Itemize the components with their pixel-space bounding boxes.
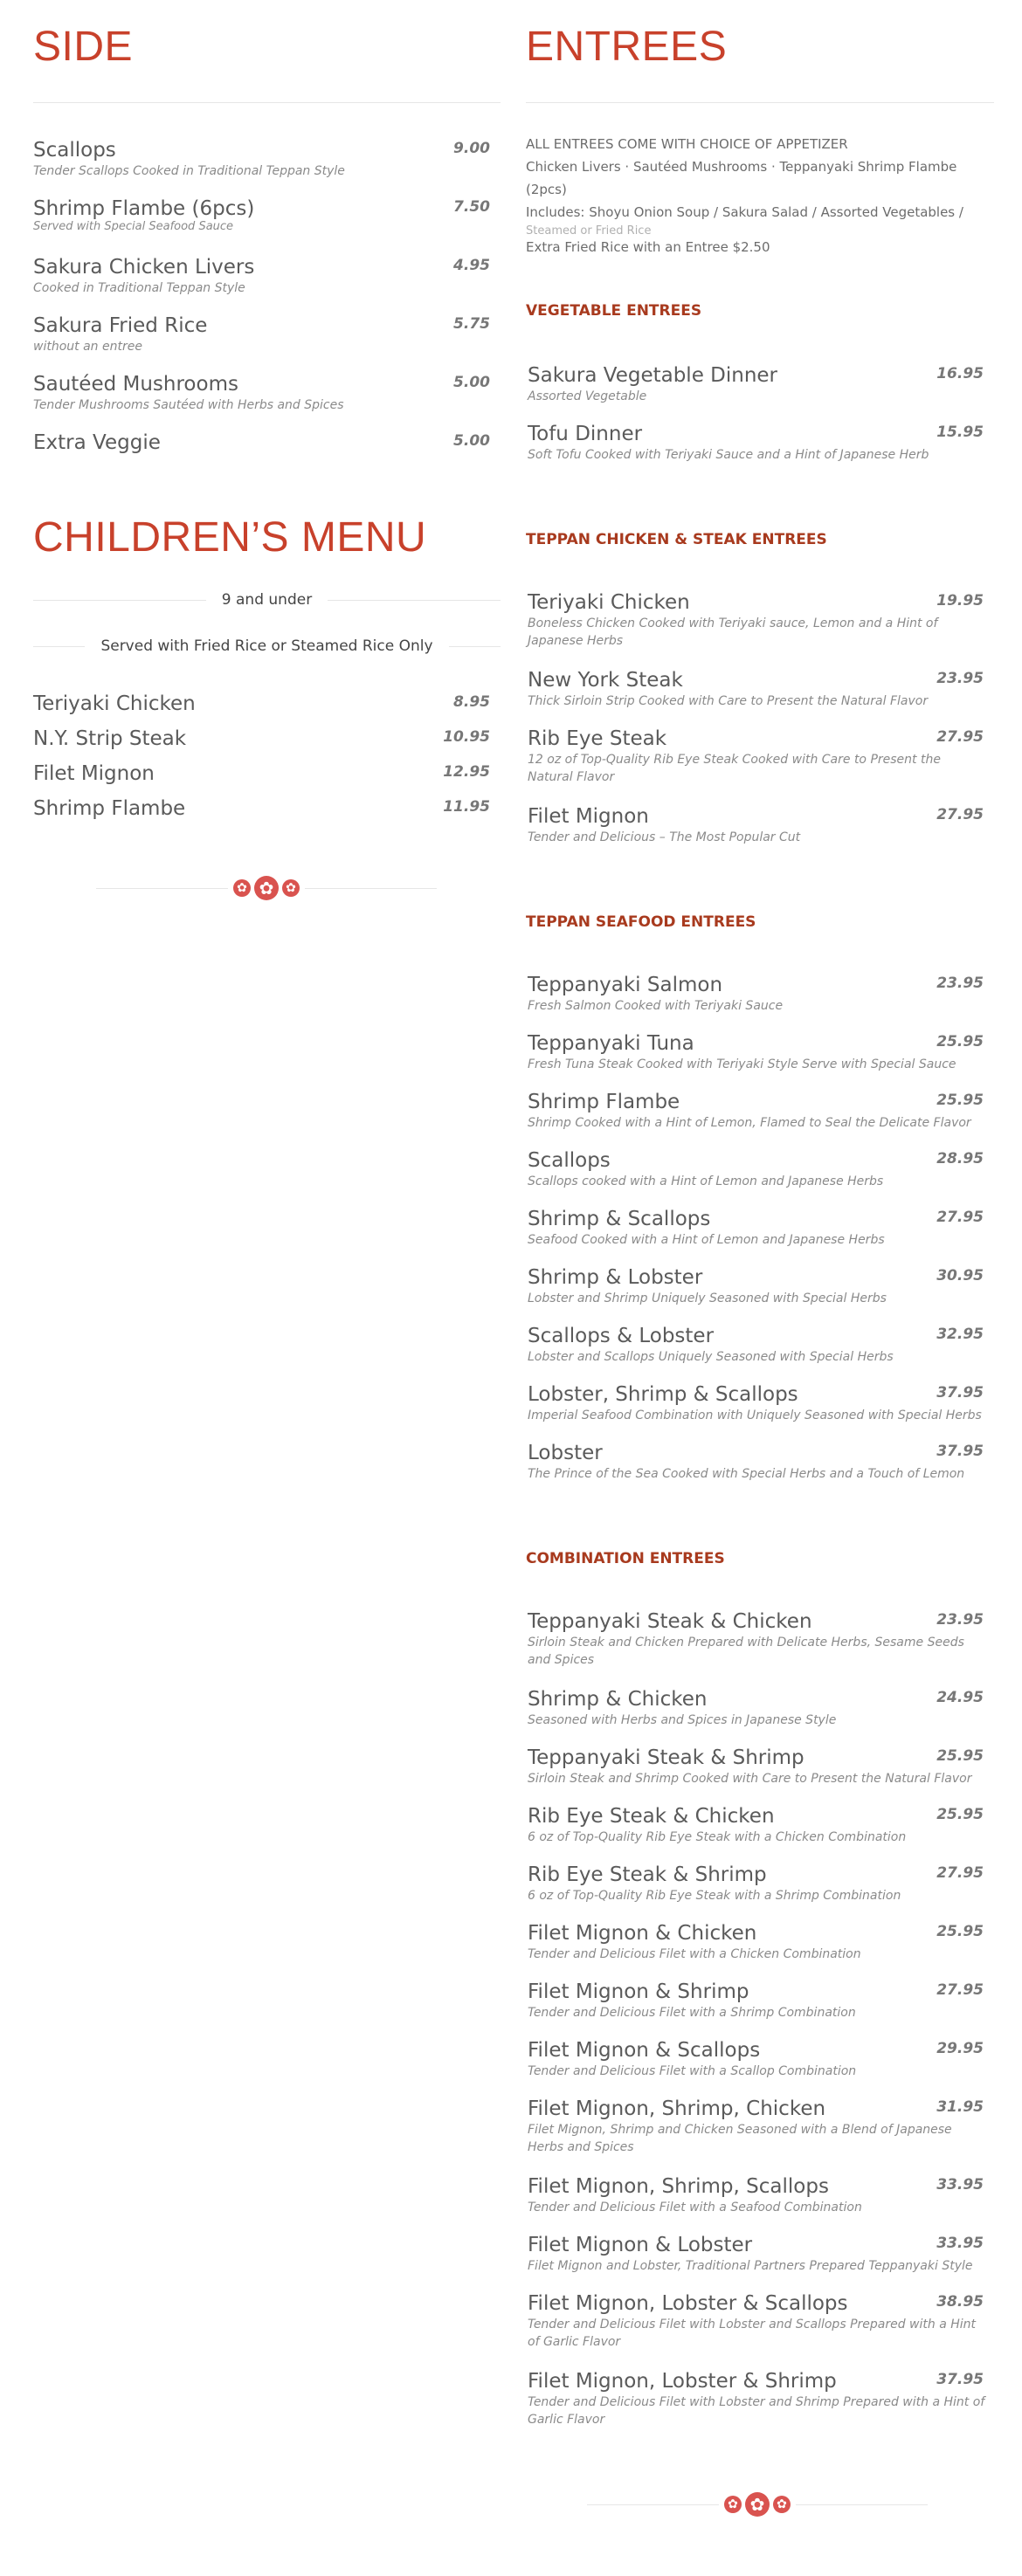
- menu-item-name: Filet Mignon, Lobster & Shrimp: [528, 2370, 837, 2393]
- ornament-divider: [587, 2491, 928, 2517]
- menu-item-price: 23.95: [936, 1611, 984, 1629]
- menu-item: [528, 1687, 994, 1729]
- menu-item-desc: Lobster and Scallops Uniquely Seasoned with Special Herbs: [528, 1350, 894, 1364]
- menu-item-name: Shrimp Flambe (6pcs): [33, 197, 255, 220]
- menu-item-desc: Fresh Salmon Cooked with Teriyaki Sauce: [528, 999, 784, 1013]
- menu-item-desc: Shrimp Cooked with a Hint of Lemon, Flamed to Seal the Delicate Flavor: [528, 1116, 971, 1130]
- menu-item: [528, 1207, 994, 1249]
- menu-item-desc: The Prince of the Sea Cooked with Special Herbs and a Touch of Lemon: [528, 1467, 965, 1481]
- menu-item-desc: Served with Special Seafood Sauce: [33, 221, 234, 231]
- intro-line: Extra Fried Rice with an Entree $2.50: [526, 239, 770, 255]
- menu-item: [528, 2174, 994, 2216]
- menu-item-price: 25.95: [936, 1806, 984, 1823]
- menu-item-desc: Tender and Delicious Filet with Lobster and Scallops Prepared with a Hint of Garlic Flavor: [528, 2318, 977, 2349]
- side-title-rule: [33, 102, 501, 103]
- menu-item-price: 30.95: [936, 1267, 984, 1285]
- menu-item-desc: Scallops cooked with a Hint of Lemon and Japanese Herbs: [528, 1174, 884, 1188]
- menu-item: [528, 1921, 994, 1963]
- side-title: SIDE: [33, 24, 134, 70]
- menu-item-name: Shrimp & Lobster: [528, 1266, 703, 1289]
- menu-item: [528, 422, 994, 464]
- menu-item-name: Scallops: [33, 139, 116, 162]
- menu-item-price: 33.95: [936, 2176, 984, 2194]
- menu-item-desc: Tender Mushrooms Sautéed with Herbs and Spices: [33, 398, 344, 412]
- menu-item-name: Rib Eye Steak & Shrimp: [528, 1863, 767, 1886]
- menu-item-name: New York Steak: [528, 669, 683, 692]
- menu-item-price: 37.95: [936, 1443, 984, 1460]
- menu-item-price: 29.95: [936, 2040, 984, 2057]
- menu-item-name: Teppanyaki Steak & Shrimp: [528, 1746, 804, 1769]
- menu-item: [33, 313, 501, 355]
- children-age-note: [33, 587, 501, 613]
- menu-item-desc: Filet Mignon, Shrimp and Chicken Seasoned with a Blend of Japanese Herbs and Spices: [528, 2123, 952, 2154]
- menu-item-desc: 6 oz of Top-Quality Rib Eye Steak with a Shrimp Combination: [528, 1889, 901, 1903]
- menu-item-desc: Tender and Delicious Filet with a Seafood Combination: [528, 2201, 862, 2214]
- menu-item: [33, 761, 501, 786]
- menu-item: [528, 2369, 994, 2428]
- intro-line: (2pcs): [526, 182, 567, 197]
- menu-item: [528, 363, 994, 405]
- menu-item-desc: 12 oz of Top-Quality Rib Eye Steak Cooked with Care to Present the Natural Flavor: [528, 753, 941, 784]
- menu-item: [33, 372, 501, 414]
- menu-item-desc: Sirloin Steak and Shrimp Cooked with Care to Present the Natural Flavor: [528, 1772, 972, 1786]
- menu-item-price: 5.75: [453, 315, 490, 333]
- menu-item-price: 32.95: [936, 1326, 984, 1343]
- menu-item: [528, 2097, 994, 2156]
- menu-item-price: 5.00: [453, 374, 490, 391]
- menu-item-desc: 6 oz of Top-Quality Rib Eye Steak with a Chicken Combination: [528, 1830, 907, 1844]
- menu-item-name: Extra Veggie: [33, 431, 161, 454]
- menu-item: [528, 1746, 994, 1787]
- menu-item-name: Scallops: [528, 1149, 611, 1172]
- menu-item-name: Scallops & Lobster: [528, 1325, 715, 1347]
- children-rice-note-text: Served with Fried Rice or Steamed Rice Only: [85, 637, 448, 655]
- menu-item-desc: Boneless Chicken Cooked with Teriyaki sauce, Lemon and a Hint of Japanese Herbs: [528, 616, 938, 648]
- menu-item-name: Sakura Vegetable Dinner: [528, 364, 778, 387]
- menu-item-name: Lobster, Shrimp & Scallops: [528, 1383, 798, 1406]
- menu-item-desc: Filet Mignon and Lobster, Traditional Partners Prepared Teppanyaki Style: [528, 2259, 973, 2273]
- menu-item-price: 28.95: [936, 1150, 984, 1167]
- menu-item-name: Lobster: [528, 1442, 603, 1464]
- menu-item: [528, 973, 994, 1015]
- menu-item-price: 33.95: [936, 2235, 984, 2252]
- menu-item: [528, 1031, 994, 1073]
- menu-item-price: 12.95: [443, 763, 490, 781]
- menu-item-desc: Tender and Delicious Filet with a Shrimp Combination: [528, 2006, 856, 2020]
- menu-item-name: Filet Mignon, Shrimp, Scallops: [528, 2175, 829, 2198]
- menu-item-desc: Assorted Vegetable: [528, 389, 647, 403]
- menu-item-price: 25.95: [936, 1923, 984, 1940]
- menu-item: [528, 2291, 994, 2351]
- menu-item: [528, 1324, 994, 1366]
- menu-item-price: 24.95: [936, 1689, 984, 1706]
- menu-item-name: Shrimp Flambe: [33, 797, 186, 820]
- menu-item: [528, 727, 994, 786]
- menu-item-desc: Fresh Tuna Steak Cooked with Teriyaki Style Serve with Special Sauce: [528, 1057, 956, 1071]
- menu-item-name: Filet Mignon & Scallops: [528, 2039, 761, 2062]
- menu-item: [528, 1265, 994, 1307]
- menu-item-price: 10.95: [443, 728, 490, 746]
- menu-item: [33, 138, 501, 180]
- menu-item-desc: Sirloin Steak and Chicken Prepared with Delicate Herbs, Sesame Seeds and Spices: [528, 1636, 964, 1667]
- menu-item-price: 16.95: [936, 365, 984, 382]
- menu-item: [528, 1980, 994, 2022]
- chicken-steak-entrees-title: TEPPAN CHICKEN & STEAK ENTREES: [526, 531, 827, 548]
- menu-item: [528, 804, 994, 846]
- menu-item: [33, 255, 501, 297]
- menu-item: [528, 1441, 994, 1483]
- menu-item-name: Teriyaki Chicken: [528, 591, 690, 614]
- menu-item-desc: Soft Tofu Cooked with Teriyaki Sauce and a Hint of Japanese Herb: [528, 448, 929, 462]
- menu-item-name: Teppanyaki Salmon: [528, 974, 723, 996]
- vegetable-entrees-title: VEGETABLE ENTREES: [526, 302, 702, 320]
- menu-item-price: 11.95: [443, 798, 490, 816]
- intro-line: ALL ENTREES COME WITH CHOICE OF APPETIZER: [526, 136, 848, 152]
- menu-item-name: Sautéed Mushrooms: [33, 373, 238, 396]
- menu-item-name: Filet Mignon: [33, 762, 155, 785]
- menu-item-name: Teriyaki Chicken: [33, 692, 196, 715]
- menu-item-price: 23.95: [936, 975, 984, 992]
- menu-item-name: Filet Mignon & Lobster: [528, 2234, 753, 2256]
- menu-item-desc: Tender and Delicious – The Most Popular Cut: [528, 830, 801, 844]
- menu-item-price: 27.95: [936, 1981, 984, 1999]
- menu-item-name: Filet Mignon & Shrimp: [528, 1980, 749, 2003]
- menu-item: [528, 2038, 994, 2080]
- menu-item-name: Filet Mignon: [528, 805, 649, 828]
- sakura-flower-icon: [228, 876, 305, 900]
- menu-item-desc: Thick Sirloin Strip Cooked with Care to Present the Natural Flavor: [528, 694, 929, 708]
- entrees-intro: [526, 133, 994, 258]
- intro-line: Steamed or Fried Rice: [526, 224, 652, 236]
- menu-item: [528, 1382, 994, 1424]
- menu-item-desc: Seafood Cooked with a Hint of Lemon and Japanese Herbs: [528, 1233, 885, 1247]
- menu-item-name: Rib Eye Steak: [528, 727, 667, 750]
- ornament-divider: [96, 875, 437, 901]
- menu-item: [528, 1090, 994, 1132]
- intro-line: Chicken Livers · Sautéed Mushrooms · Teppanyaki Shrimp Flambe: [526, 159, 957, 175]
- menu-item-price: 27.95: [936, 806, 984, 823]
- menu-item-price: 25.95: [936, 1747, 984, 1765]
- menu-item-price: 15.95: [936, 424, 984, 441]
- children-menu-title: CHILDREN’S MENU: [33, 514, 427, 561]
- entrees-title-rule: [526, 102, 994, 103]
- menu-item: [528, 1148, 994, 1190]
- menu-item-name: Shrimp & Chicken: [528, 1688, 708, 1711]
- menu-item: [33, 727, 501, 751]
- menu-item-price: 38.95: [936, 2293, 984, 2311]
- menu-item: [528, 1804, 994, 1846]
- menu-item-price: 37.95: [936, 1384, 984, 1402]
- menu-item-price: 9.00: [453, 140, 490, 157]
- menu-item-name: Filet Mignon, Shrimp, Chicken: [528, 2097, 826, 2120]
- menu-item: [33, 430, 501, 455]
- menu-item-name: Tofu Dinner: [528, 423, 643, 445]
- menu-item: [528, 668, 994, 710]
- menu-item: [33, 692, 501, 716]
- menu-item-price: 27.95: [936, 1209, 984, 1226]
- menu-item-name: Sakura Chicken Livers: [33, 256, 255, 279]
- menu-item-price: 31.95: [936, 2098, 984, 2116]
- menu-item-price: 23.95: [936, 670, 984, 687]
- menu-item-desc: Cooked in Traditional Teppan Style: [33, 281, 245, 295]
- menu-item-price: 5.00: [453, 432, 490, 450]
- menu-item-price: 25.95: [936, 1033, 984, 1050]
- menu-item-name: Rib Eye Steak & Chicken: [528, 1805, 775, 1828]
- menu-item-price: 8.95: [453, 693, 490, 711]
- children-rice-note: [33, 633, 501, 659]
- menu-item-price: 7.50: [453, 198, 490, 216]
- combination-entrees-title: COMBINATION ENTREES: [526, 1550, 725, 1567]
- menu-item: [528, 590, 994, 650]
- menu-item: [528, 1863, 994, 1904]
- menu-item-name: Filet Mignon & Chicken: [528, 1922, 757, 1945]
- menu-item: [528, 1609, 994, 1669]
- menu-item-name: N.Y. Strip Steak: [33, 727, 187, 750]
- menu-item: [33, 196, 501, 231]
- menu-item-desc: Tender and Delicious Filet with Lobster and Shrimp Prepared with a Hint of Garlic Flavor: [528, 2395, 985, 2427]
- menu-item-name: Shrimp & Scallops: [528, 1208, 711, 1230]
- entrees-title: ENTREES: [526, 24, 728, 70]
- seafood-entrees-title: TEPPAN SEAFOOD ENTREES: [526, 913, 756, 931]
- intro-line: Includes: Shoyu Onion Soup / Sakura Salad / Assorted Vegetables /: [526, 204, 963, 220]
- sakura-flower-icon: [719, 2492, 796, 2517]
- menu-item: [528, 2233, 994, 2275]
- menu-item-name: Filet Mignon, Lobster & Scallops: [528, 2292, 848, 2315]
- menu-item-price: 25.95: [936, 1092, 984, 1109]
- menu-item-name: Shrimp Flambe: [528, 1091, 680, 1113]
- children-age-note-text: 9 and under: [206, 591, 328, 609]
- menu-item-desc: Lobster and Shrimp Uniquely Seasoned with Special Herbs: [528, 1291, 887, 1305]
- menu-item-desc: Tender and Delicious Filet with a Scallop Combination: [528, 2064, 857, 2078]
- menu-item-desc: Tender Scallops Cooked in Traditional Teppan Style: [33, 164, 345, 178]
- menu-item-price: 37.95: [936, 2371, 984, 2388]
- menu-item-desc: Seasoned with Herbs and Spices in Japanese Style: [528, 1713, 837, 1727]
- menu-item-desc: Imperial Seafood Combination with Uniquely Seasoned with Special Herbs: [528, 1409, 982, 1422]
- menu-item-name: Sakura Fried Rice: [33, 314, 208, 337]
- menu-item-price: 4.95: [453, 257, 490, 274]
- menu-item-price: 19.95: [936, 592, 984, 610]
- menu-item-desc: without an entree: [33, 340, 142, 354]
- menu-item: [33, 796, 501, 821]
- menu-item-price: 27.95: [936, 1864, 984, 1882]
- menu-item-price: 27.95: [936, 728, 984, 746]
- menu-item-name: Teppanyaki Tuna: [528, 1032, 694, 1055]
- menu-item-name: Teppanyaki Steak & Chicken: [528, 1610, 812, 1633]
- menu-item-desc: Tender and Delicious Filet with a Chicken Combination: [528, 1947, 861, 1961]
